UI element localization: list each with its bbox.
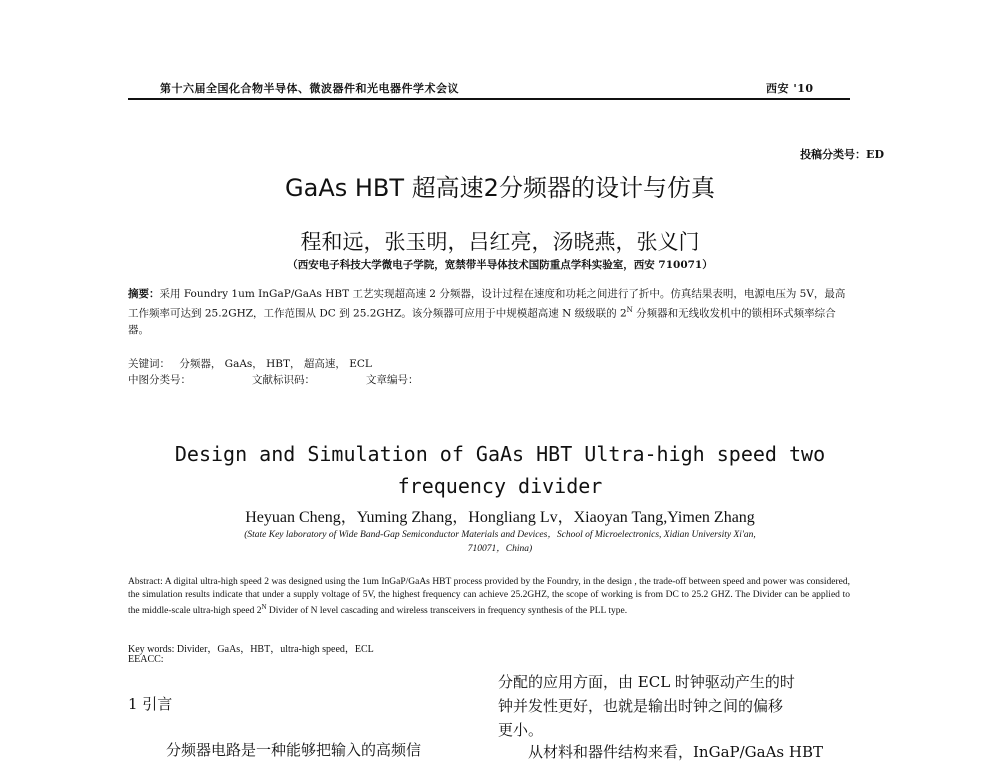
- en-abstract: [128, 576, 850, 618]
- header-rule: [128, 98, 850, 100]
- en-abstract-tail: Divider of N level cascading and wireless transceivers in frequency synthesis of the PLL type.: [266, 606, 628, 617]
- en-affiliation: [0, 528, 1000, 556]
- section-heading: 1 引言: [128, 695, 173, 713]
- en-title-line1: Design and Simulation of GaAs HBT Ultra-high speed two: [174, 442, 826, 466]
- right-column-line: 钟并发性更好，也就是输出时钟之间的偏移: [498, 697, 784, 715]
- clc-label: 中图分类号：: [128, 374, 191, 386]
- cn-abstract-text: 采用 Foundry 1um InGaP/GaAs HBT 工艺实现超高速 2 分频器，设计过程在速度和功耗之间进行了折中。仿真结果表明，电源电压为 5V，最高工作频率可达到 25.2GHZ，工作范围从 DC 到 25.2GHZ。该分频器可应用于中规模超高速 N 级级联的 2: [128, 288, 846, 320]
- manuscript-category: 投稿分类号：ED: [800, 148, 884, 161]
- cn-abstract-tail: 分频器和无线收发机中的锁相环式频率综合器。: [128, 307, 836, 336]
- cn-abstract: [128, 286, 850, 338]
- cn-abstract-sup: N: [626, 306, 633, 314]
- en-abstract-sup: N: [261, 603, 267, 611]
- conference-header: 第十六届全国化合物半导体、微波器件和光电器件学术会议: [160, 82, 459, 95]
- article-no-label: 文章编号：: [366, 374, 419, 386]
- cn-authors: 程和远，张玉明，吕红亮，汤晓燕，张义门: [300, 230, 700, 254]
- cn-keywords-label: 关键词：: [128, 358, 170, 370]
- cn-affiliation: （西安电子科技大学微电子学院，宽禁带半导体技术国防重点学科实验室，西安 710071）: [287, 259, 713, 271]
- en-title-line2: frequency divider: [397, 474, 603, 498]
- en-abstract-text: Abstract: A digital ultra-high speed 2 was designed using the 1um InGaP/GaAs HBT process provided by the Foundry, in the design , the trade-off between speed and power was considered, the simulation results indicate that under a supply voltage of 5V, the highest frequency can achieve 25.2GHZ, the scope of working is from DC to 25.2 GHZ. The Divider can be applied to the middle-scale ultra-high speed 2: [128, 577, 850, 617]
- cn-keywords: 分频器， GaAs， HBT， 超高速， ECL: [179, 358, 372, 370]
- cn-classification-line: [128, 372, 528, 388]
- doc-code-label: 文献标识码：: [252, 374, 315, 386]
- en-keywords: Key words: Divider，GaAs，HBT，ultra-high speed，ECL: [128, 644, 374, 655]
- en-affiliation-line1: (State Key laboratory of Wide Band-Gap Semiconductor Materials and Devices，School of Microelectronics, Xidian University Xi'an,: [244, 530, 756, 540]
- cn-title: GaAs HBT 超高速2分频器的设计与仿真: [285, 174, 715, 202]
- en-affiliation-line2: 710071，China): [467, 544, 533, 554]
- left-column-paragraph: 分频器电路是一种能够把输入的高频信: [166, 741, 422, 759]
- en-authors: Heyuan Cheng，Yuming Zhang，Hongliang Lv，Xiaoyan Tang,Yimen Zhang: [245, 509, 755, 526]
- eeacc-label: EEACC:: [128, 654, 164, 665]
- right-column-line: 分配的应用方面，由 ECL 时钟驱动产生的时: [498, 673, 795, 691]
- right-column-line: 更小。: [498, 721, 544, 739]
- right-column-line: 从材料和器件结构来看，InGaP/GaAs HBT: [528, 743, 823, 761]
- cn-keywords-line: [128, 356, 372, 372]
- cn-abstract-label: 摘要：: [128, 288, 160, 300]
- location-year: 西安 '10: [766, 82, 814, 95]
